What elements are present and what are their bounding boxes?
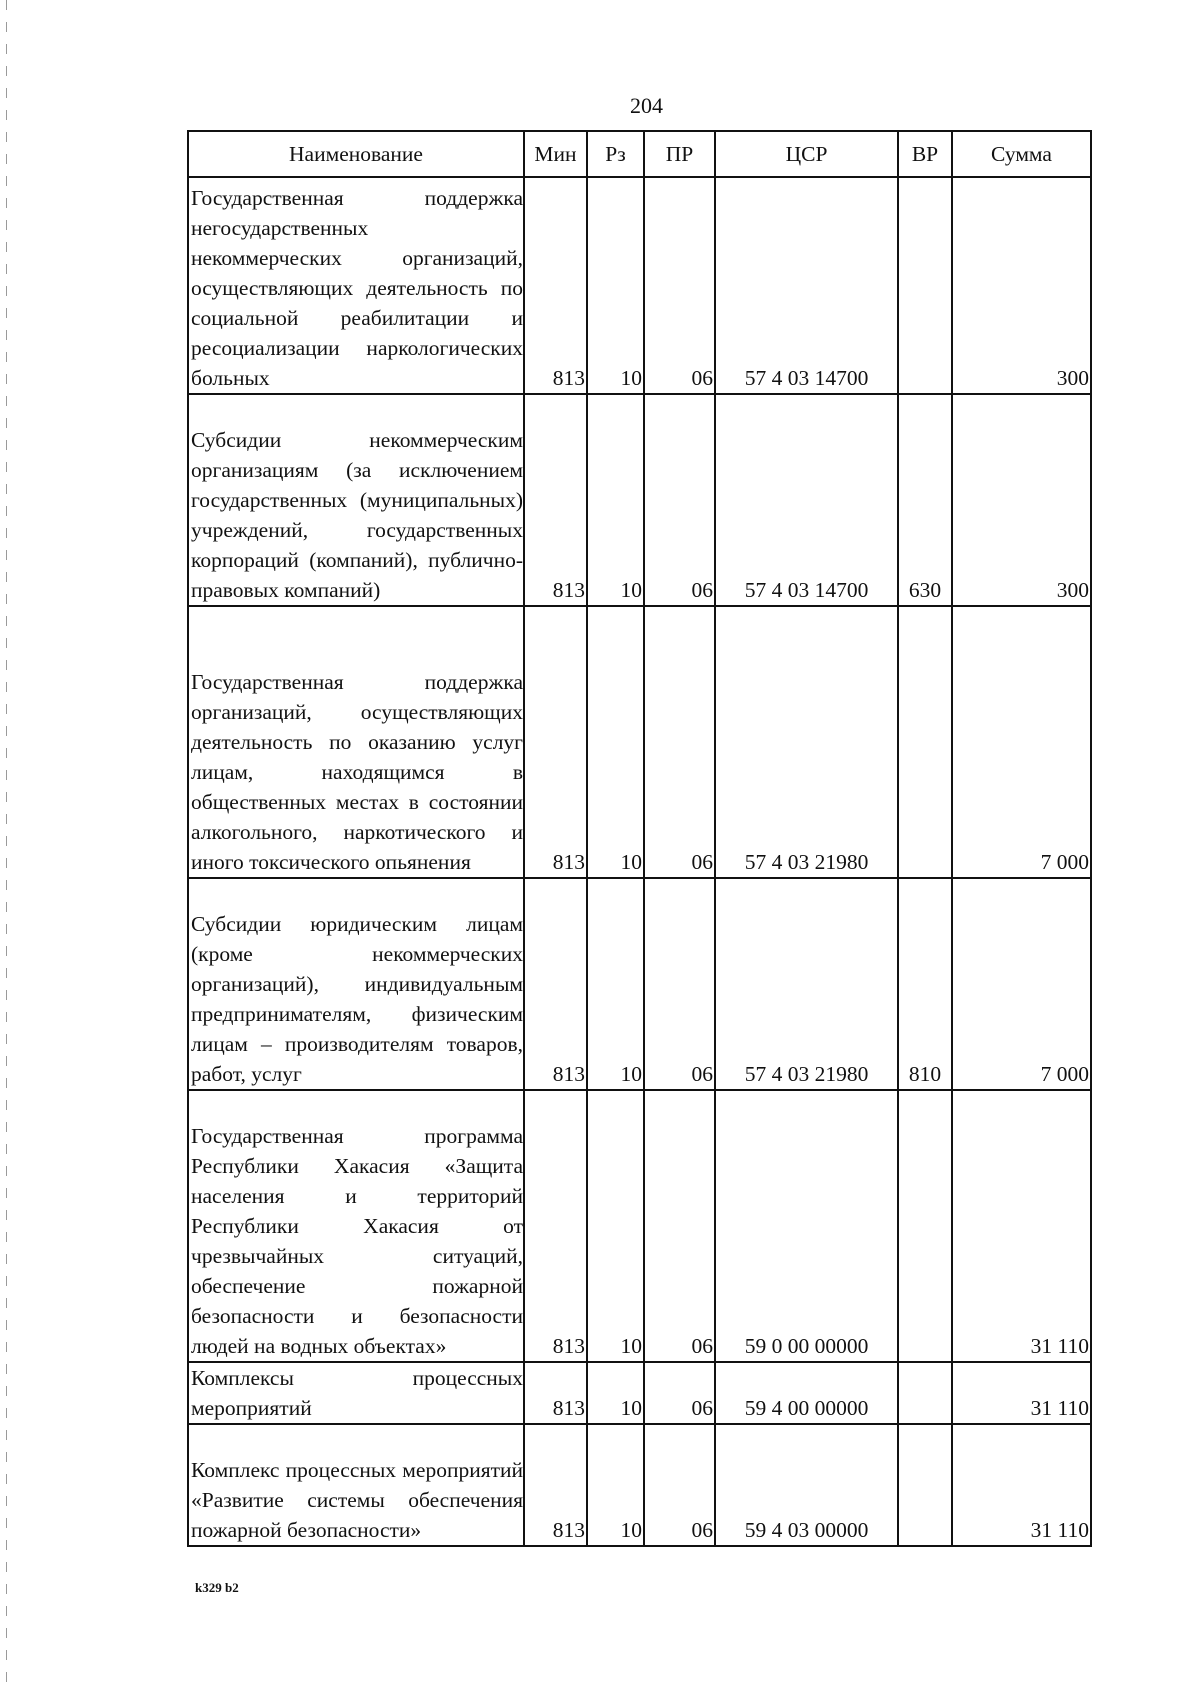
row-rz: 10 <box>587 878 644 1090</box>
row-csr: 57 4 03 14700 <box>715 177 898 394</box>
row-min: 813 <box>524 1090 587 1362</box>
budget-table <box>187 130 1092 1547</box>
table-row <box>188 1090 1091 1362</box>
row-min: 813 <box>524 878 587 1090</box>
row-csr: 57 4 03 21980 <box>715 606 898 878</box>
row-min: 813 <box>524 606 587 878</box>
row-pr: 06 <box>644 878 715 1090</box>
row-name: Комплексы процессных мероприятий <box>188 1362 524 1424</box>
row-rz: 10 <box>587 1424 644 1546</box>
row-sum: 300 <box>952 394 1091 606</box>
row-vr <box>898 1090 952 1362</box>
header-sum: Сумма <box>952 131 1091 177</box>
row-csr: 57 4 03 14700 <box>715 394 898 606</box>
row-vr <box>898 177 952 394</box>
row-csr: 57 4 03 21980 <box>715 878 898 1090</box>
row-min: 813 <box>524 1424 587 1546</box>
table-row <box>188 878 1091 1090</box>
row-min: 813 <box>524 1362 587 1424</box>
row-name: Субсидии некоммерческим организациям (за исключением государственных (муниципальных) учреждений, государственных корпораций (компаний), публично-правовых компаний) <box>188 394 524 606</box>
table-header-row <box>188 131 1091 177</box>
table-row <box>188 1362 1091 1424</box>
row-rz: 10 <box>587 606 644 878</box>
table-row <box>188 394 1091 606</box>
row-name: Комплекс процессных мероприятий «Развитие системы обеспечения пожарной безопасности» <box>188 1424 524 1546</box>
header-rz: Рз <box>587 131 644 177</box>
row-csr: 59 4 00 00000 <box>715 1362 898 1424</box>
row-vr: 810 <box>898 878 952 1090</box>
row-min: 813 <box>524 177 587 394</box>
row-rz: 10 <box>587 177 644 394</box>
row-sum: 31 110 <box>952 1090 1091 1362</box>
row-vr <box>898 1424 952 1546</box>
table-row <box>188 606 1091 878</box>
row-name: Государственная поддержка негосударственных некоммерческих организаций, осуществляющих деятельность по социальной реабилитации и ресоциализации наркологических больных <box>188 177 524 394</box>
row-vr: 630 <box>898 394 952 606</box>
table-row <box>188 177 1091 394</box>
row-pr: 06 <box>644 1424 715 1546</box>
row-sum: 7 000 <box>952 606 1091 878</box>
page-number: 204 <box>630 93 663 118</box>
row-name: Субсидии юридическим лицам (кроме некоммерческих организаций), индивидуальным предпринимателям, физическим лицам – производителям товаров, работ, услуг <box>188 878 524 1090</box>
header-min: Мин <box>524 131 587 177</box>
row-pr: 06 <box>644 177 715 394</box>
row-pr: 06 <box>644 1090 715 1362</box>
row-name: Государственная поддержка организаций, осуществляющих деятельность по оказанию услуг лицам, находящимся в общественных местах в состоянии алкогольного, наркотического и иного токсического опьянения <box>188 606 524 878</box>
row-sum: 300 <box>952 177 1091 394</box>
row-vr <box>898 606 952 878</box>
row-rz: 10 <box>587 1362 644 1424</box>
row-pr: 06 <box>644 394 715 606</box>
row-csr: 59 4 03 00000 <box>715 1424 898 1546</box>
row-vr <box>898 1362 952 1424</box>
row-min: 813 <box>524 394 587 606</box>
row-rz: 10 <box>587 1090 644 1362</box>
table-row <box>188 1424 1091 1546</box>
header-vr: ВР <box>898 131 952 177</box>
row-name: Государственная программа Республики Хакасия «Защита населения и территорий Республики Хакасия от чрезвычайных ситуаций, обеспечение пожарной безопасности и безопасности людей на водных объектах» <box>188 1090 524 1362</box>
header-pr: ПР <box>644 131 715 177</box>
row-sum: 7 000 <box>952 878 1091 1090</box>
row-pr: 06 <box>644 1362 715 1424</box>
header-name: Наименование <box>188 131 524 177</box>
row-sum: 31 110 <box>952 1424 1091 1546</box>
row-pr: 06 <box>644 606 715 878</box>
row-rz: 10 <box>587 394 644 606</box>
row-sum: 31 110 <box>952 1362 1091 1424</box>
scan-edge-mark <box>6 0 7 1686</box>
budget-table-container <box>187 130 1090 1547</box>
footer-code: k329 b2 <box>195 1580 239 1595</box>
row-csr: 59 0 00 00000 <box>715 1090 898 1362</box>
header-csr: ЦСР <box>715 131 898 177</box>
